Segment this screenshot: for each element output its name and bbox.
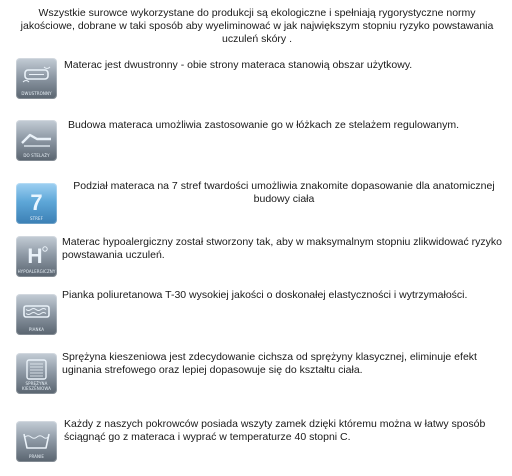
feature-text: Materac hypoalergiczny został stworzony tak, aby w maksymalnym stopniu zlikwidować ryzyko powstawania uczuleń.: [62, 236, 502, 261]
feature-text: Pianka poliuretanowa T-30 wysokiej jakości o doskonałej elastyczności i wytrzymałości.: [62, 289, 468, 301]
icon-caption: DO STELAŻY: [23, 152, 50, 158]
icon-caption: PRANIE: [28, 453, 45, 459]
pocket-spring-icon: [16, 353, 57, 394]
double-sided-mattress-icon: [16, 58, 57, 99]
adjustable-bed-icon: [16, 120, 57, 161]
feature-text: Budowa materaca umożliwia zastosowanie go w łóżkach ze stelażem regulowanym.: [68, 119, 460, 131]
foam-icon: [16, 294, 57, 335]
icon-caption: DWUSTRONNY: [21, 90, 52, 96]
intro-text: Wszystkie surowce wykorzystane do produkcji są ekologiczne i spełniają rygorystyczne normy jakościowe, dobrane w taki sposób aby wyeliminować w jak największym stopniu ryzyko powstawania uczuleń skóry .: [20, 7, 494, 45]
feature-text: Materac jest dwustronny - obie strony materaca stanowią obszar użytkowy.: [64, 59, 413, 71]
seven-badge: 7: [30, 190, 43, 215]
h-badge: H: [27, 245, 43, 268]
feature-text: Sprężyna kieszeniowa jest zdecydowanie cichsza od sprężyny klasycznej, eliminuje efekt uginania strefowego oraz lepiej dopasowuje się do kształtu ciała.: [62, 351, 477, 376]
washable-cover-icon: [16, 421, 57, 462]
feature-text: Podział materaca na 7 stref twardości umożliwia znakomite dopasowanie dla anatomicznej budowy ciała: [73, 180, 495, 205]
feature-text: Każdy z naszych pokrowców posiada wszyty zamek dzięki któremu można w łatwy sposób ściągnąć go z materaca i wyprać w temperaturze 40 stopni C.: [64, 418, 486, 443]
icon-caption: SPRĘŻYNA KIESZENIOWA: [21, 381, 52, 391]
icon-caption: PIANKA: [28, 326, 45, 332]
hypoallergenic-icon: [16, 236, 57, 277]
icon-caption: HYPOALERGICZNY: [17, 268, 56, 274]
icon-caption: STREF: [29, 215, 44, 221]
seven-zones-icon: [16, 183, 57, 224]
